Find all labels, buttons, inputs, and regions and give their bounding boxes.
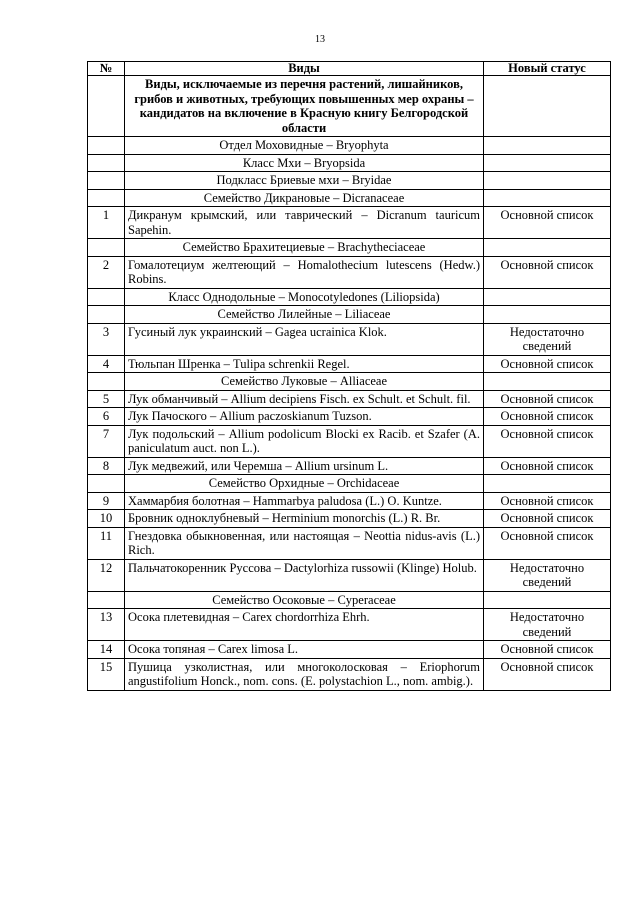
row-status <box>484 306 611 324</box>
row-status: Недостаточно сведений <box>484 323 611 355</box>
row-status <box>484 154 611 172</box>
row-num: 1 <box>88 207 125 239</box>
group-title: Класс Однодольные – Monocotyledones (Liliopsida) <box>125 288 484 306</box>
header-species: Виды <box>125 62 484 76</box>
row-num <box>88 239 125 257</box>
table-row <box>88 355 611 373</box>
row-num <box>88 306 125 324</box>
row-num: 7 <box>88 425 125 457</box>
section-title-row <box>88 76 611 137</box>
group-title: Семейство Орхидные – Orchidaceae <box>125 475 484 493</box>
group-title: Семейство Лилейные – Liliaceae <box>125 306 484 324</box>
row-num <box>88 475 125 493</box>
species-name: Пушица узколистная, или многоколосковая – Eriophorum angustifolium Honck., nom. cons. (E. polystachion L., nom. ambig.). <box>125 658 484 690</box>
row-status <box>484 172 611 190</box>
row-status <box>484 239 611 257</box>
table-row <box>88 457 611 475</box>
row-status <box>484 189 611 207</box>
row-num <box>88 137 125 155</box>
table-row <box>88 390 611 408</box>
table-row <box>88 641 611 659</box>
row-num: 15 <box>88 658 125 690</box>
group-title: Семейство Брахитециевые – Brachytheciaceae <box>125 239 484 257</box>
group-row <box>88 475 611 493</box>
row-num: 11 <box>88 527 125 559</box>
row-num: 3 <box>88 323 125 355</box>
species-name: Лук медвежий, или Черемша – Allium ursinum L. <box>125 457 484 475</box>
row-num: 10 <box>88 510 125 528</box>
row-status: Основной список <box>484 641 611 659</box>
table-row <box>88 559 611 591</box>
group-row <box>88 239 611 257</box>
species-name: Пальчатокоренник Руссова – Dactylorhiza russowii (Klinge) Holub. <box>125 559 484 591</box>
group-row <box>88 373 611 391</box>
section-title: Виды, исключаемые из перечня растений, лишайников, грибов и животных, требующих повышенных мер охраны – кандидатов на включение в Красную книгу Белгородской области <box>125 76 484 137</box>
species-name: Тюльпан Шренка – Tulipa schrenkii Regel. <box>125 355 484 373</box>
species-name: Гомалотециум желтеющий – Homalothecium lutescens (Hedw.) Robins. <box>125 256 484 288</box>
table-row <box>88 256 611 288</box>
table-row <box>88 492 611 510</box>
row-status: Основной список <box>484 457 611 475</box>
species-name: Дикранум крымский, или таврический – Dicranum tauricum Sapehin. <box>125 207 484 239</box>
row-num <box>88 189 125 207</box>
row-status: Недостаточно сведений <box>484 609 611 641</box>
table-row <box>88 408 611 426</box>
row-status: Основной список <box>484 390 611 408</box>
row-status <box>484 475 611 493</box>
row-status: Основной список <box>484 658 611 690</box>
row-num: 9 <box>88 492 125 510</box>
row-num: 2 <box>88 256 125 288</box>
row-status: Основной список <box>484 510 611 528</box>
row-status: Основной список <box>484 408 611 426</box>
group-row <box>88 288 611 306</box>
row-status <box>484 288 611 306</box>
group-row <box>88 154 611 172</box>
group-row <box>88 591 611 609</box>
table-row <box>88 207 611 239</box>
row-num: 13 <box>88 609 125 641</box>
group-title: Класс Мхи – Bryopsida <box>125 154 484 172</box>
group-title: Семейство Луковые – Alliaceae <box>125 373 484 391</box>
row-status <box>484 591 611 609</box>
species-name: Хаммарбия болотная – Hammarbya paludosa (L.) O. Kuntze. <box>125 492 484 510</box>
species-name: Лук Пачоского – Allium paczoskianum Tuzson. <box>125 408 484 426</box>
group-row <box>88 137 611 155</box>
group-title: Подкласс Бриевые мхи – Bryidae <box>125 172 484 190</box>
row-status: Основной список <box>484 527 611 559</box>
table-row <box>88 527 611 559</box>
species-name: Лук обманчивый – Allium decipiens Fisch. ex Schult. et Schult. fil. <box>125 390 484 408</box>
table-row <box>88 323 611 355</box>
table-row <box>88 609 611 641</box>
row-status <box>484 373 611 391</box>
row-status <box>484 137 611 155</box>
row-num: 12 <box>88 559 125 591</box>
row-status: Основной список <box>484 207 611 239</box>
header-status: Новый статус <box>484 62 611 76</box>
row-num <box>88 288 125 306</box>
row-num: 6 <box>88 408 125 426</box>
species-name: Бровник одноклубневый – Herminium monorchis (L.) R. Br. <box>125 510 484 528</box>
species-table <box>87 61 611 691</box>
row-status: Основной список <box>484 355 611 373</box>
row-num: 8 <box>88 457 125 475</box>
row-status: Основной список <box>484 256 611 288</box>
group-row <box>88 306 611 324</box>
group-title: Семейство Дикрановые – Dicranaceae <box>125 189 484 207</box>
row-num <box>88 154 125 172</box>
group-row <box>88 189 611 207</box>
species-name: Гусиный лук украинский – Gagea ucrainica Klok. <box>125 323 484 355</box>
row-status: Основной список <box>484 425 611 457</box>
group-row <box>88 172 611 190</box>
table-header-row <box>88 62 611 76</box>
table-row <box>88 425 611 457</box>
header-num: № <box>88 62 125 76</box>
species-name: Лук подольский – Allium podolicum Blocki ex Racib. et Szafer (A. paniculatum auct. non L.). <box>125 425 484 457</box>
table-body <box>88 76 611 691</box>
group-title: Отдел Моховидные – Bryophyta <box>125 137 484 155</box>
table-row <box>88 510 611 528</box>
species-name: Гнездовка обыкновенная, или настоящая – Neottia nidus-avis (L.) Rich. <box>125 527 484 559</box>
row-num <box>88 172 125 190</box>
table-row <box>88 658 611 690</box>
row-num: 5 <box>88 390 125 408</box>
row-num: 4 <box>88 355 125 373</box>
group-title: Семейство Осоковые – Cyperaceae <box>125 591 484 609</box>
row-num <box>88 591 125 609</box>
row-status: Основной список <box>484 492 611 510</box>
row-status: Недостаточно сведений <box>484 559 611 591</box>
page-number: 13 <box>315 34 325 45</box>
species-name: Осока плетевидная – Carex chordorrhiza Ehrh. <box>125 609 484 641</box>
row-num <box>88 373 125 391</box>
species-name: Осока топяная – Carex limosa L. <box>125 641 484 659</box>
row-num: 14 <box>88 641 125 659</box>
